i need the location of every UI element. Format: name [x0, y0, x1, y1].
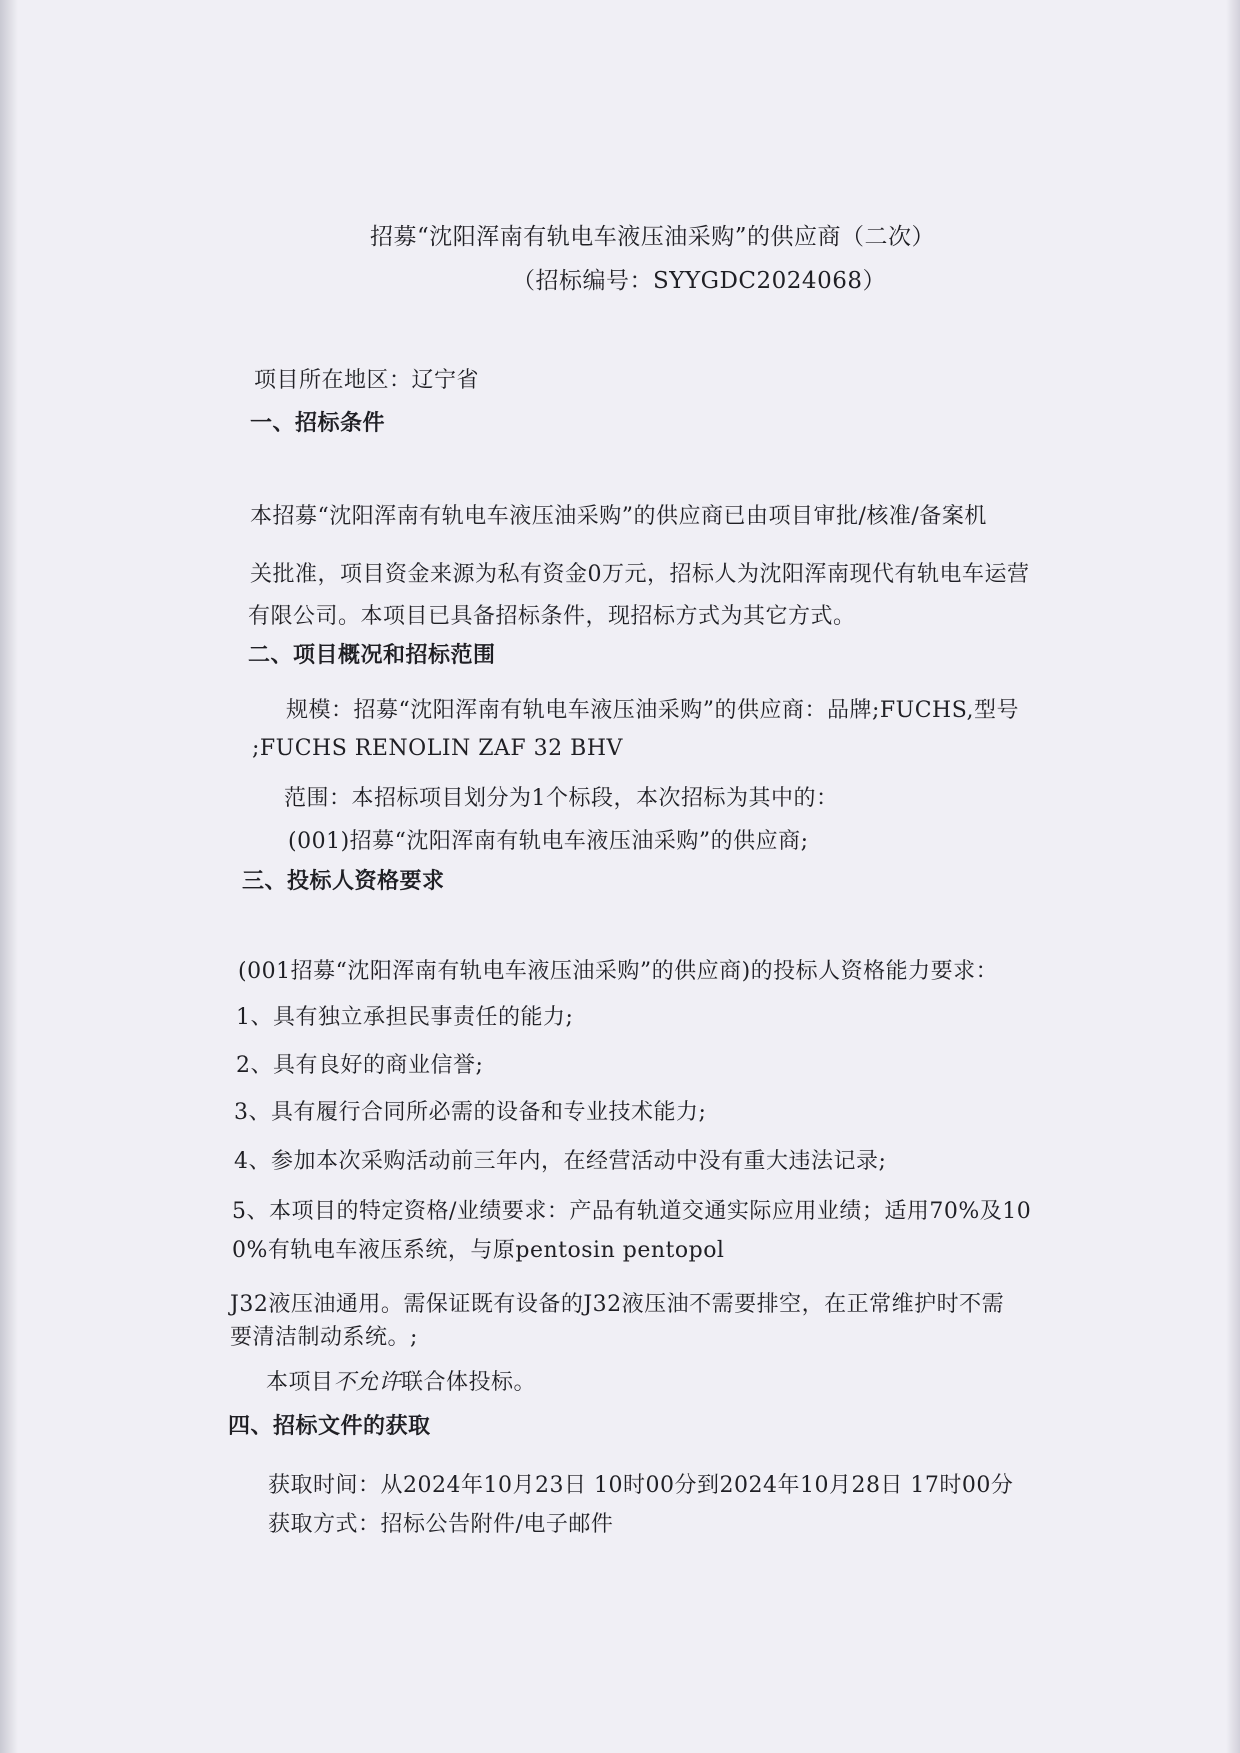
- section-2-heading: 二、项目概况和招标范围: [248, 643, 496, 668]
- tender-code: （招标编号：SYYGDC2024068）: [512, 268, 886, 294]
- acquisition-method: 获取方式：招标公告附件/电子邮件: [268, 1512, 614, 1537]
- consortium-prefix: 本项目: [266, 1370, 334, 1395]
- scale-line: 规模：招募“沈阳浑南有轨电车液压油采购”的供应商：品牌;FUCHS,型号: [286, 698, 1020, 723]
- qualification-item: 要清洁制动系统。;: [230, 1325, 418, 1350]
- qualification-item: 3、具有履行合同所必需的设备和专业技术能力;: [234, 1100, 707, 1125]
- scope-line: 范围：本招标项目划分为1个标段，本次招标为其中的：: [284, 786, 839, 811]
- scale-line: ;FUCHS RENOLIN ZAF 32 BHV: [252, 736, 623, 761]
- project-region: 项目所在地区：辽宁省: [254, 368, 480, 393]
- section-4-heading: 四、招标文件的获取: [228, 1414, 431, 1439]
- lot-line: (001)招募“沈阳浑南有轨电车液压油采购”的供应商;: [288, 829, 809, 854]
- qualification-item: 0%有轨电车液压系统，与原pentosin pentopol: [232, 1238, 725, 1263]
- section-1-heading: 一、招标条件: [250, 411, 386, 436]
- section-3-heading: 三、投标人资格要求: [242, 869, 445, 894]
- qualification-item: 5、本项目的特定资格/业绩要求：产品有轨道交通实际应用业绩；适用70%及10: [232, 1199, 1032, 1224]
- qualification-item: 2、具有良好的商业信誉;: [236, 1053, 484, 1078]
- section-1-line: 本招募“沈阳浑南有轨电车液压油采购”的供应商已由项目审批/核准/备案机: [250, 504, 987, 529]
- qualification-item: J32液压油通用。需保证既有设备的J32液压油不需要排空，在正常维护时不需: [230, 1292, 1005, 1317]
- section-1-line: 关批准，项目资金来源为私有资金0万元，招标人为沈阳浑南现代有轨电车运营: [250, 562, 1030, 587]
- document-title: 招募“沈阳浑南有轨电车液压油采购”的供应商（二次）: [370, 224, 936, 250]
- qualification-item: 4、参加本次采购活动前三年内，在经营活动中没有重大违法记录;: [234, 1149, 887, 1174]
- qualification-intro: (001招募“沈阳浑南有轨电车液压油采购”的供应商)的投标人资格能力要求：: [238, 959, 999, 984]
- consortium-suffix: 联合体投标。: [401, 1370, 537, 1395]
- section-1-line: 有限公司。本项目已具备招标条件，现招标方式为其它方式。: [248, 604, 856, 629]
- consortium-emphasis: 不允许: [333, 1370, 402, 1395]
- qualification-item: 1、具有独立承担民事责任的能力;: [236, 1005, 574, 1030]
- acquisition-time: 获取时间：从2024年10月23日 10时00分到2024年10月28日 17时00分: [268, 1473, 1014, 1498]
- consortium-line: [266, 1368, 536, 1398]
